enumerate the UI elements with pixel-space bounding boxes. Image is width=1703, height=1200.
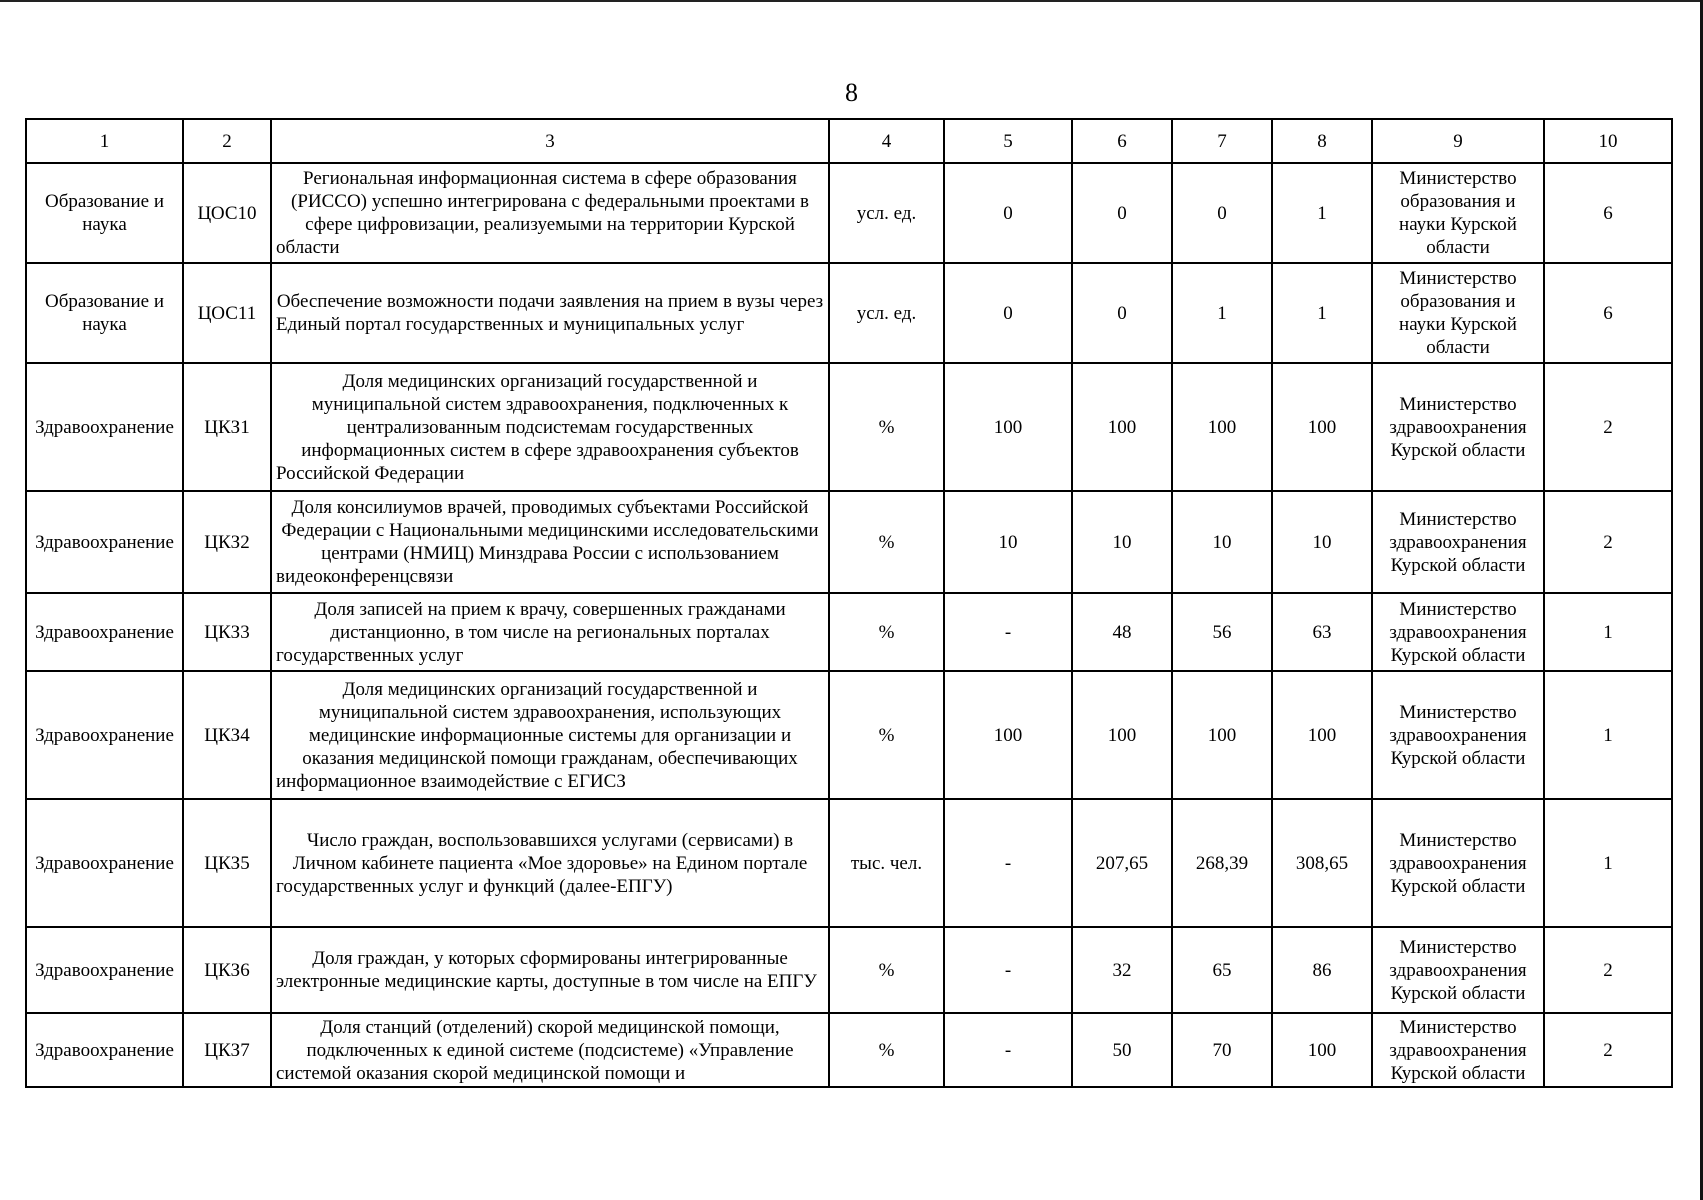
value-cell: 1 bbox=[1172, 263, 1272, 363]
ministry-cell: Министерство здравоохранения Курской области bbox=[1372, 363, 1544, 491]
page-number: 8 bbox=[845, 78, 858, 107]
sector-cell: Здравоохранение bbox=[26, 363, 183, 491]
description-cell: Доля медицинских организаций государственной и муниципальной систем здравоохранения, подключенных к централизованным подсистемам государственных информационных систем в сфере здравоохранения субъектов Российской Федерации bbox=[271, 363, 829, 491]
ministry-cell: Министерство образования и науки Курской области bbox=[1372, 263, 1544, 363]
value-cell: 6 bbox=[1544, 263, 1672, 363]
sector-cell: Здравоохранение bbox=[26, 799, 183, 927]
column-header: 2 bbox=[183, 119, 271, 163]
unit-cell: % bbox=[829, 491, 944, 593]
value-cell: 100 bbox=[1272, 363, 1372, 491]
value-cell: 100 bbox=[1172, 363, 1272, 491]
ministry-cell: Министерство здравоохранения Курской области bbox=[1372, 799, 1544, 927]
table-row bbox=[26, 671, 1672, 799]
value-cell: 2 bbox=[1544, 1013, 1672, 1087]
code-cell: ЦОС11 bbox=[183, 263, 271, 363]
sector-cell: Здравоохранение bbox=[26, 671, 183, 799]
sector-cell: Здравоохранение bbox=[26, 927, 183, 1013]
value-cell: 2 bbox=[1544, 491, 1672, 593]
value-cell: 100 bbox=[1272, 671, 1372, 799]
value-cell: 100 bbox=[1072, 671, 1172, 799]
value-cell: 100 bbox=[944, 671, 1072, 799]
column-header: 3 bbox=[271, 119, 829, 163]
table-row bbox=[26, 163, 1672, 263]
description-cell: Обеспечение возможности подачи заявления на прием в вузы через Единый портал государственных и муниципальных услуг bbox=[271, 263, 829, 363]
description-cell: Доля станций (отделений) скорой медицинской помощи, подключенных к единой системе (подсистеме) «Управление системой оказания скорой медицинской помощи и bbox=[271, 1013, 829, 1087]
sector-cell: Здравоохранение bbox=[26, 491, 183, 593]
description-cell: Число граждан, воспользовавшихся услугами (сервисами) в Личном кабинете пациента «Мое здоровье» на Едином портале государственных услуг и функций (далее-ЕПГУ) bbox=[271, 799, 829, 927]
unit-cell: % bbox=[829, 927, 944, 1013]
value-cell: 1 bbox=[1272, 263, 1372, 363]
sector-cell: Образование и наука bbox=[26, 263, 183, 363]
column-header: 4 bbox=[829, 119, 944, 163]
value-cell: 100 bbox=[944, 363, 1072, 491]
table-row bbox=[26, 363, 1672, 491]
value-cell: 1 bbox=[1544, 799, 1672, 927]
value-cell: 65 bbox=[1172, 927, 1272, 1013]
value-cell: - bbox=[944, 593, 1072, 671]
value-cell: - bbox=[944, 799, 1072, 927]
code-cell: ЦКЗ4 bbox=[183, 671, 271, 799]
sector-cell: Образование и наука bbox=[26, 163, 183, 263]
value-cell: 86 bbox=[1272, 927, 1372, 1013]
ministry-cell: Министерство здравоохранения Курской области bbox=[1372, 927, 1544, 1013]
unit-cell: % bbox=[829, 671, 944, 799]
value-cell: 207,65 bbox=[1072, 799, 1172, 927]
unit-cell: % bbox=[829, 593, 944, 671]
value-cell: 6 bbox=[1544, 163, 1672, 263]
value-cell: 100 bbox=[1272, 1013, 1372, 1087]
code-cell: ЦКЗ5 bbox=[183, 799, 271, 927]
code-cell: ЦКЗ1 bbox=[183, 363, 271, 491]
column-header: 6 bbox=[1072, 119, 1172, 163]
code-cell: ЦКЗ3 bbox=[183, 593, 271, 671]
unit-cell: тыс. чел. bbox=[829, 799, 944, 927]
value-cell: 56 bbox=[1172, 593, 1272, 671]
code-cell: ЦКЗ6 bbox=[183, 927, 271, 1013]
value-cell: 10 bbox=[1172, 491, 1272, 593]
code-cell: ЦОС10 bbox=[183, 163, 271, 263]
header-row bbox=[26, 119, 1672, 163]
unit-cell: усл. ед. bbox=[829, 263, 944, 363]
value-cell: 308,65 bbox=[1272, 799, 1372, 927]
value-cell: 10 bbox=[1072, 491, 1172, 593]
value-cell: 10 bbox=[1272, 491, 1372, 593]
scan-edge-top bbox=[0, 0, 1703, 2]
indicators-table bbox=[25, 118, 1673, 1088]
value-cell: 1 bbox=[1272, 163, 1372, 263]
column-header: 1 bbox=[26, 119, 183, 163]
description-cell: Доля записей на прием к врачу, совершенных гражданами дистанционно, в том числе на региональных порталах государственных услуг bbox=[271, 593, 829, 671]
value-cell: 1 bbox=[1544, 593, 1672, 671]
description-cell: Доля граждан, у которых сформированы интегрированные электронные медицинские карты, доступные в том числе на ЕПГУ bbox=[271, 927, 829, 1013]
ministry-cell: Министерство здравоохранения Курской области bbox=[1372, 491, 1544, 593]
description-cell: Региональная информационная система в сфере образования (РИССО) успешно интегрирована с федеральными проектами в сфере цифровизации, реализуемыми на территории Курской области bbox=[271, 163, 829, 263]
description-cell: Доля медицинских организаций государственной и муниципальной систем здравоохранения, использующих медицинские информационные системы для организации и оказания медицинской помощи гражданам, обеспечивающих информационное взаимодействие с ЕГИСЗ bbox=[271, 671, 829, 799]
value-cell: 48 bbox=[1072, 593, 1172, 671]
value-cell: 2 bbox=[1544, 363, 1672, 491]
table-row bbox=[26, 927, 1672, 1013]
value-cell: 32 bbox=[1072, 927, 1172, 1013]
value-cell: 0 bbox=[1072, 163, 1172, 263]
unit-cell: % bbox=[829, 1013, 944, 1087]
value-cell: 268,39 bbox=[1172, 799, 1272, 927]
value-cell: 0 bbox=[944, 263, 1072, 363]
code-cell: ЦКЗ2 bbox=[183, 491, 271, 593]
value-cell: 100 bbox=[1172, 671, 1272, 799]
value-cell: - bbox=[944, 1013, 1072, 1087]
ministry-cell: Министерство здравоохранения Курской области bbox=[1372, 1013, 1544, 1087]
sector-cell: Здравоохранение bbox=[26, 1013, 183, 1087]
column-header: 7 bbox=[1172, 119, 1272, 163]
value-cell: 0 bbox=[1072, 263, 1172, 363]
value-cell: 1 bbox=[1544, 671, 1672, 799]
ministry-cell: Министерство здравоохранения Курской области bbox=[1372, 671, 1544, 799]
value-cell: 0 bbox=[944, 163, 1072, 263]
column-header: 9 bbox=[1372, 119, 1544, 163]
column-header: 10 bbox=[1544, 119, 1672, 163]
unit-cell: % bbox=[829, 363, 944, 491]
sector-cell: Здравоохранение bbox=[26, 593, 183, 671]
value-cell: 10 bbox=[944, 491, 1072, 593]
value-cell: - bbox=[944, 927, 1072, 1013]
value-cell: 70 bbox=[1172, 1013, 1272, 1087]
value-cell: 63 bbox=[1272, 593, 1372, 671]
value-cell: 2 bbox=[1544, 927, 1672, 1013]
table-row bbox=[26, 1013, 1672, 1087]
table-row bbox=[26, 263, 1672, 363]
ministry-cell: Министерство здравоохранения Курской области bbox=[1372, 593, 1544, 671]
code-cell: ЦКЗ7 bbox=[183, 1013, 271, 1087]
table-row bbox=[26, 491, 1672, 593]
table-row bbox=[26, 799, 1672, 927]
value-cell: 50 bbox=[1072, 1013, 1172, 1087]
table-row bbox=[26, 593, 1672, 671]
ministry-cell: Министерство образования и науки Курской области bbox=[1372, 163, 1544, 263]
value-cell: 100 bbox=[1072, 363, 1172, 491]
unit-cell: усл. ед. bbox=[829, 163, 944, 263]
description-cell: Доля консилиумов врачей, проводимых субъектами Российской Федерации с Национальными медицинскими исследовательскими центрами (НМИЦ) Минздрава России с использованием видеоконференцсвязи bbox=[271, 491, 829, 593]
column-header: 8 bbox=[1272, 119, 1372, 163]
value-cell: 0 bbox=[1172, 163, 1272, 263]
column-header: 5 bbox=[944, 119, 1072, 163]
